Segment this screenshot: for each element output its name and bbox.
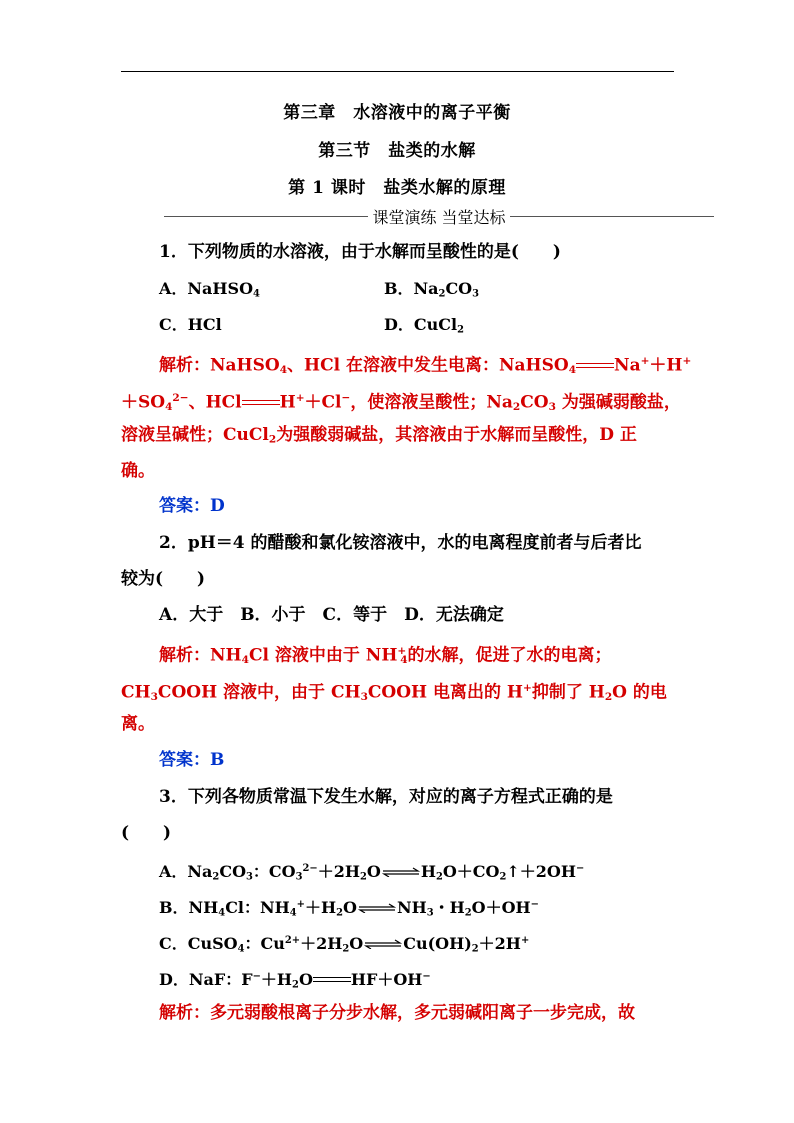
q2-analysis-line-1: 解析：$NH_4Cl$ 溶液中由于 $NH^+_4$的水解，促进了水的电离； xyxy=(159,645,612,666)
q3-analysis-line-1: 解析：多元弱酸根离子分步水解，多元弱碱阳离子一步完成，故 xyxy=(159,1003,635,1023)
q3-option-b: B．$NH_4Cl$：$NH_4^++H_2O$ $NH_3$・$H_2O+OH^-$ xyxy=(159,897,539,919)
q2-answer-value: B xyxy=(210,750,225,770)
q1-analysis-line-1: 解析：NaHSO$_4$、HCl 在溶液中发生电离：NaHSO$_4$ Na+＋H+ xyxy=(159,355,692,376)
q1-analysis-line-4: 确。 xyxy=(121,461,155,481)
header-rule xyxy=(121,71,674,72)
q1-option-d: D．CuCl$_2$ xyxy=(384,315,464,336)
q1-option-b: B．$Na_2CO_3$ xyxy=(384,279,480,300)
q3-stem-line-2: ( ) xyxy=(121,823,172,843)
q3-option-d: D．NaF：$F^-+H_2O$ HF＋OH− xyxy=(159,969,431,991)
q1-answer: 答案：D xyxy=(159,496,225,516)
q1-analysis-line-3: 溶液呈碱性；CuCl$_2$为强酸弱碱盐，其溶液由于水解而呈酸性，D 正 xyxy=(121,425,637,446)
reversible-arrow-icon xyxy=(381,867,421,877)
section-title: 第三节 盐类的水解 xyxy=(318,141,476,161)
lesson-title: 第 1 课时 盐类水解的原理 xyxy=(288,178,506,198)
practice-label: 课堂演练 当堂达标 xyxy=(372,207,506,227)
q3-option-a: A．$Na_2CO_3$：$CO_3^{2-}+2H_2O$ $H_2O+CO_2↑+2OH^-$ xyxy=(159,861,585,883)
q2-answer: 答案：B xyxy=(159,750,225,770)
q3-stem-line-1: 3．下列各物质常温下发生水解，对应的离子方程式正确的是 xyxy=(159,787,613,807)
q2-stem-line-1: 2．pH＝4 的醋酸和氯化铵溶液中，水的电离程度前者与后者比 xyxy=(159,533,642,553)
q1-option-c: C．HCl xyxy=(159,315,222,334)
practice-divider xyxy=(164,206,714,226)
q2-analysis-line-2: $CH_3COOH$ 溶液中，由于 $CH_3COOH$ 电离出的 H+抑制了 $H_2O$ 的电 xyxy=(121,682,667,703)
q2-stem-line-2: 较为( ) xyxy=(121,569,206,589)
q1-analysis-line-2: $+SO_4^{2-}$、HCl H+＋Cl−，使溶液呈酸性；$Na_2CO_3$ 为强碱弱酸盐， xyxy=(121,392,681,413)
reversible-arrow-icon xyxy=(357,903,397,913)
q2-analysis-line-3: 离。 xyxy=(121,714,155,734)
q1-stem: 1．下列物质的水溶液，由于水解而呈酸性的是( ) xyxy=(159,242,561,262)
q1-answer-value: D xyxy=(210,496,225,516)
chapter-title: 第三章 水溶液中的离子平衡 xyxy=(283,103,511,123)
q2-options: A．大于 B．小于 C．等于 D．无法确定 xyxy=(159,605,504,625)
q3-option-c: C．CuSO$_4$：$Cu^{2+}+2H_2O$ $Cu(OH)_2+2H^+$ xyxy=(159,933,530,955)
q1-option-a: A．NaHSO$_4$ xyxy=(159,279,260,300)
reversible-arrow-icon xyxy=(363,939,403,949)
